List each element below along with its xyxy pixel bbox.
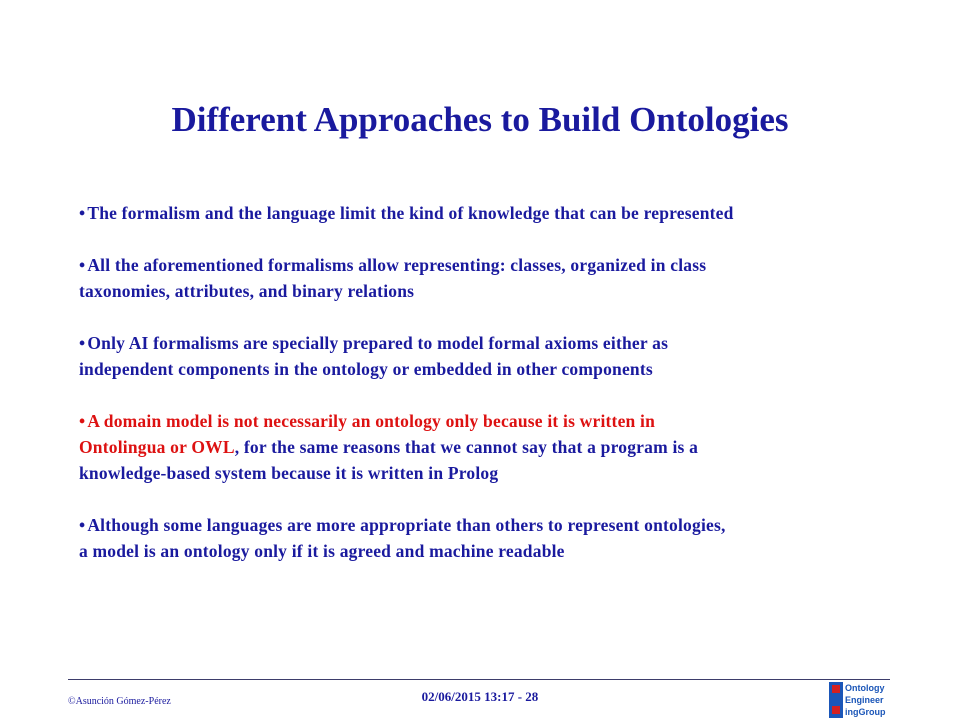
slide-title: Different Approaches to Build Ontologies — [171, 100, 789, 139]
bullet-item — [79, 200, 869, 226]
bullet-dot: • — [79, 411, 86, 431]
bullet-item — [79, 330, 869, 382]
bullet-item — [79, 512, 869, 564]
bullet-text: Although some languages are more appropriate than others to represent ontologies, — [87, 515, 726, 535]
bullet-text-highlight: Ontolingua or OWL — [79, 437, 235, 457]
bullet-dot: • — [79, 515, 86, 535]
bullet-text: Only AI formalisms are specially prepared to model formal axioms either as — [87, 333, 669, 353]
logo-line: Ontology — [845, 683, 885, 693]
logo-mark-icon — [829, 682, 843, 718]
logo-line: ingGroup — [845, 707, 886, 717]
bullet-dot: • — [79, 203, 86, 223]
logo-line: Engineer — [845, 695, 884, 705]
oeg-logo — [829, 682, 889, 718]
bullet-text: a model is an ontology only if it is agreed and machine readable — [79, 541, 565, 561]
footer-author: ©Asunción Gómez-Pérez — [68, 696, 171, 707]
bullet-text: independent components in the ontology or embedded in other components — [79, 359, 653, 379]
bullet-dot: • — [79, 255, 86, 275]
footer-date-page: 02/06/2015 13:17 - 28 — [421, 689, 539, 704]
bullet-text: All the aforementioned formalisms allow representing: classes, organized in class — [87, 255, 707, 275]
logo-text — [845, 682, 889, 718]
bullet-text: knowledge-based system because it is written in Prolog — [79, 463, 499, 483]
bullet-dot: • — [79, 333, 86, 353]
footer-divider — [68, 679, 890, 680]
bullet-text-highlight: A domain model is not necessarily an ontology only because it is written in — [87, 411, 656, 431]
bullet-list — [79, 200, 869, 590]
bullet-item — [79, 408, 869, 486]
bullet-text: taxonomies, attributes, and binary relations — [79, 281, 415, 301]
bullet-text: The formalism and the language limit the kind of knowledge that can be represented — [87, 203, 734, 223]
bullet-item — [79, 252, 869, 304]
bullet-text: , for the same reasons that we cannot say that a program is a — [234, 437, 699, 457]
